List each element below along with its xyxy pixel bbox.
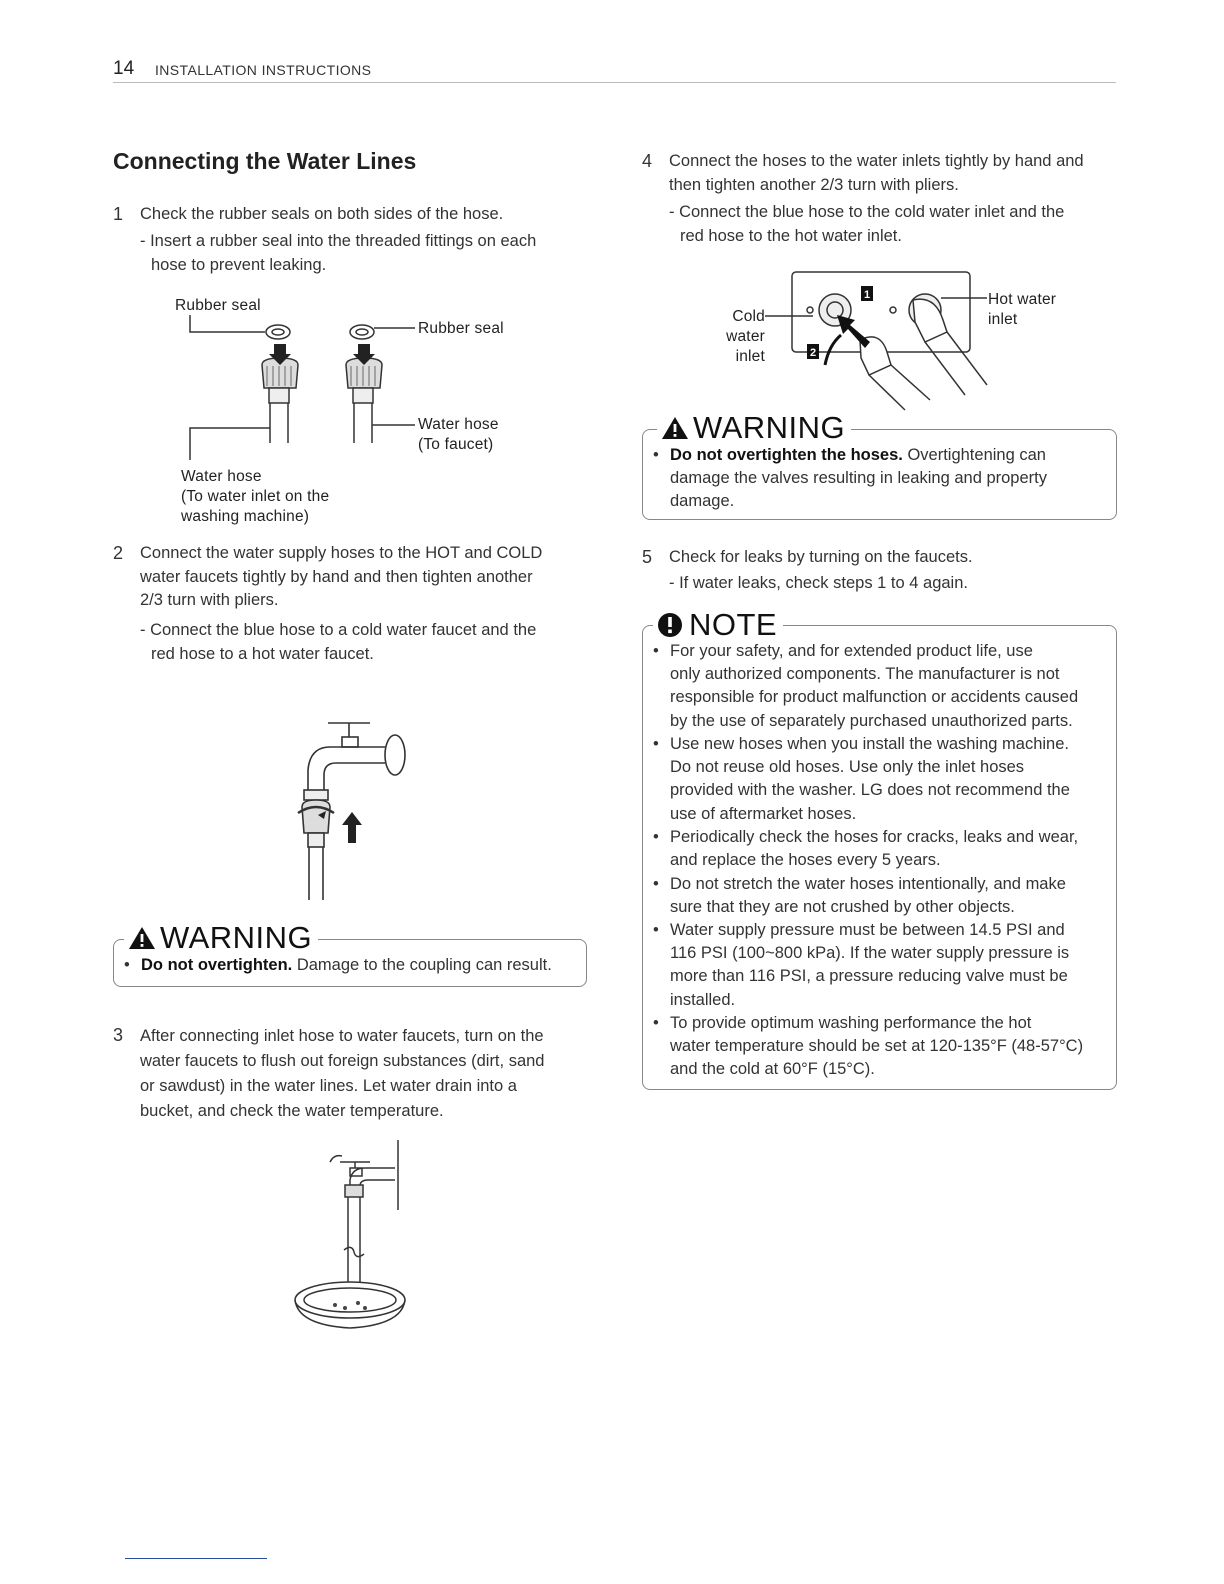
step-2 xyxy=(113,542,583,614)
note-line: installed. xyxy=(670,990,736,1009)
label-water-hose-inlet xyxy=(181,467,329,527)
label-cold-water-inlet xyxy=(723,307,765,367)
warning-heading: WARNING xyxy=(124,920,318,956)
note-line: provided with the washer. LG does not recommend the xyxy=(670,781,1070,800)
page-header xyxy=(113,58,1116,83)
step-number: 3 xyxy=(113,1025,124,1045)
note-line: Do not stretch the water hoses intentionally, and make xyxy=(670,875,1066,893)
note-line: use of aftermarket hoses. xyxy=(670,804,857,823)
label-line: Cold xyxy=(732,308,765,325)
label-line: water xyxy=(726,328,765,345)
note-line: responsible for product malfunction or accidents caused xyxy=(670,688,1079,707)
step-text xyxy=(140,542,542,613)
faucet-hose-illustration xyxy=(290,715,420,905)
label-line: inlet xyxy=(988,311,1018,328)
label-line: (To water inlet on the xyxy=(181,488,330,505)
note-line: - Insert a rubber seal into the threaded fittings on each xyxy=(140,232,537,250)
label-line: washing machine) xyxy=(181,508,310,525)
note-line: Periodically check the hoses for cracks, leaks and wear, xyxy=(670,828,1079,846)
note-line: 116 PSI (100~800 kPa). If the water supply pressure is xyxy=(670,944,1070,963)
note-line: To provide optimum washing performance the hot xyxy=(670,1014,1032,1032)
step-number: 5 xyxy=(642,547,653,567)
note-line: by the use of separately purchased unauthorized parts. xyxy=(670,711,1073,730)
note-line: red hose to the hot water inlet. xyxy=(680,226,902,245)
note-item: • Do not stretch the water hoses intentionally, and make sure that they are not crushed by other objects. xyxy=(653,873,1108,920)
step-1-note xyxy=(140,230,536,277)
step-text: Check for leaks by turning on the faucets. xyxy=(669,548,973,566)
note-line: and the cold at 60°F (15°C). xyxy=(670,1060,875,1079)
label-rubber-seal-left: Rubber seal xyxy=(175,297,261,314)
step-3 xyxy=(113,1024,593,1124)
note-line: Use new hoses when you install the washing machine. xyxy=(670,735,1069,753)
text-line: water faucets tightly by hand and then tighten another xyxy=(140,567,533,586)
warning-bold: Do not overtighten the hoses. xyxy=(670,446,903,464)
text-line: then tighten another 2/3 turn with pliers. xyxy=(669,175,959,194)
step-text: Check the rubber seals on both sides of the hose. xyxy=(140,205,504,223)
label-rubber-seal-right: Rubber seal xyxy=(418,320,504,337)
step-text xyxy=(140,1024,544,1124)
step-number: 1 xyxy=(113,204,124,224)
text-line: water faucets to flush out foreign substances (dirt, sand xyxy=(140,1052,545,1070)
note-line: only authorized components. The manufacturer is not xyxy=(670,665,1060,684)
warning-text: damage. xyxy=(670,492,735,511)
note-line: - Connect the blue hose to a cold water faucet and the xyxy=(140,621,537,639)
text-line: or sawdust) in the water lines. Let water drain into a xyxy=(140,1077,517,1095)
label-line: inlet xyxy=(735,348,765,365)
warning-text: Overtightening can xyxy=(902,446,1046,464)
warning-triangle-icon xyxy=(128,926,156,950)
step-2-note xyxy=(140,619,536,666)
note-box xyxy=(642,607,1117,1090)
label-line: Water hose xyxy=(181,468,262,485)
warning-box-2: WARNING • Do not overtighten the hoses. Overtightening can damage the valves resulting in leaking and property damage. xyxy=(642,429,1117,520)
label-line: Hot water xyxy=(988,291,1057,308)
badge-2: 2 xyxy=(809,347,817,359)
badge-1: 1 xyxy=(863,289,871,301)
note-line: sure that they are not crushed by other objects. xyxy=(670,898,1015,917)
note-line: water temperature should be set at 120-135°F (48-57°C) xyxy=(670,1037,1084,1056)
note-item: • To provide optimum washing performance the hot water temperature should be set at 120-135°F (48-57°C) and the cold at 60°F (15°C). xyxy=(653,1012,1108,1082)
section-header: INSTALLATION INSTRUCTIONS xyxy=(155,62,372,78)
step-text xyxy=(669,150,1084,197)
text-line: Connect the water supply hoses to the HOT and COLD xyxy=(140,544,543,562)
water-inlet-diagram xyxy=(765,270,990,410)
note-line: For your safety, and for extended product life, use xyxy=(670,642,1033,660)
step-4-note xyxy=(669,201,1064,248)
step-number: 2 xyxy=(113,543,124,563)
note-line: more than 116 PSI, a pressure reducing valve must be xyxy=(670,967,1068,986)
warning-text: Damage to the coupling can result. xyxy=(292,956,552,974)
note-line: Water supply pressure must be between 14.5 PSI and xyxy=(670,921,1065,939)
text-line: bucket, and check the water temperature. xyxy=(140,1102,444,1120)
note-line: red hose to a hot water faucet. xyxy=(151,644,374,663)
page-title: Connecting the Water Lines xyxy=(113,148,417,174)
label-line: (To faucet) xyxy=(418,436,494,453)
text-line: Connect the hoses to the water inlets tightly by hand and xyxy=(669,152,1084,170)
note-item: • Periodically check the hoses for cracks, leaks and wear, and replace the hoses every 5 years. xyxy=(653,826,1108,873)
text-line: After connecting inlet hose to water faucets, turn on the xyxy=(140,1027,544,1045)
warning-text: damage the valves resulting in leaking and property xyxy=(670,469,1047,488)
warning-bold: Do not overtighten. xyxy=(141,956,293,974)
note-line: and replace the hoses every 5 years. xyxy=(670,851,941,870)
note-heading: NOTE xyxy=(653,607,783,643)
warning-box-1: WARNING • Do not overtighten. Damage to the coupling can result. xyxy=(113,939,587,987)
note-exclamation-icon xyxy=(657,612,683,638)
step-5-note: - If water leaks, check steps 1 to 4 again. xyxy=(669,574,968,592)
label-hot-water-inlet xyxy=(988,290,1056,330)
warning-triangle-icon xyxy=(661,416,689,440)
step-4 xyxy=(642,150,1122,198)
page-number: 14 xyxy=(113,58,135,79)
note-item: • For your safety, and for extended product life, use only authorized components. The manufacturer is not responsible for product malfunction or accidents caused by the use of separately purchased unauthorized parts. xyxy=(653,640,1108,733)
label-line: Water hose xyxy=(418,416,499,433)
label-water-hose-faucet xyxy=(418,415,499,455)
text-line: 2/3 turn with pliers. xyxy=(140,591,279,609)
warning-heading: WARNING xyxy=(657,410,851,446)
note-line: - Connect the blue hose to the cold water inlet and the xyxy=(669,203,1065,221)
rubber-seal-diagram xyxy=(170,310,430,470)
note-item: • Water supply pressure must be between 14.5 PSI and 116 PSI (100~800 kPa). If the water supply pressure is more than 116 PSI, a pressure reducing valve must be installed. xyxy=(653,919,1108,1012)
note-line: Do not reuse old hoses. Use only the inlet hoses xyxy=(670,758,1025,777)
step-number: 4 xyxy=(642,151,653,171)
bucket-flush-illustration xyxy=(290,1140,410,1335)
note-item: • Use new hoses when you install the washing machine. Do not reuse old hoses. Use only the inlet hoses provided with the washer. LG does not recommend the use of aftermarket hoses. xyxy=(653,733,1108,826)
note-line: hose to prevent leaking. xyxy=(151,255,327,274)
footer-rule xyxy=(125,1558,267,1559)
